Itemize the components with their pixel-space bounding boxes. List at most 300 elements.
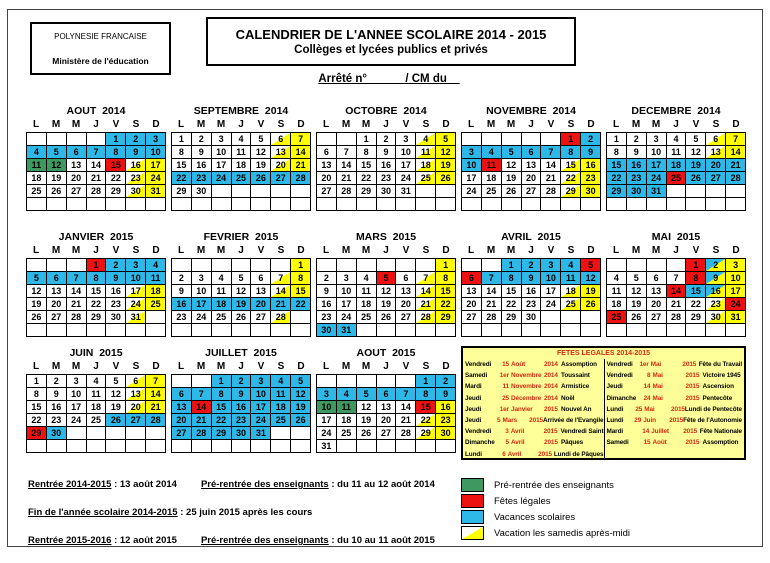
day-cell-white: 11 xyxy=(87,388,107,401)
empty-cell xyxy=(357,375,377,388)
empty-cell xyxy=(317,375,337,388)
holiday-month: Novembre xyxy=(511,383,542,391)
day-cell-white: 14 xyxy=(87,159,107,172)
day-cell-white: 13 xyxy=(462,285,482,298)
holiday-month: Juillet xyxy=(651,428,669,436)
day-cell-white: 12 xyxy=(502,159,522,172)
day-cell-green: 12 xyxy=(47,159,67,172)
day-cell-white: 27 xyxy=(47,311,67,324)
day-cell-white: 18 xyxy=(232,159,252,172)
pre-rentree-2014: Pré-rentrée des enseignants : du 11 au 12 août 2014 xyxy=(200,479,435,490)
empty-cell xyxy=(172,324,192,337)
day-cell-cyan: 31 xyxy=(251,427,271,440)
day-cell-white: 5 xyxy=(106,375,126,388)
month-title: AOUT 2014 xyxy=(66,105,126,117)
day-cell-white: 27 xyxy=(67,185,87,198)
day-cell-cyan: 8 xyxy=(212,388,232,401)
day-cell-white: 12 xyxy=(377,285,397,298)
month-title: MAI 2015 xyxy=(651,231,701,243)
month-grid xyxy=(316,132,456,211)
empty-cell xyxy=(67,440,87,453)
day-cell-cyan: 26 xyxy=(686,172,706,185)
day-cell-white: 22 xyxy=(686,298,706,311)
day-cell-cyan: 27 xyxy=(706,172,726,185)
holiday-weekday: Jeudi xyxy=(465,417,482,425)
day-cell-white: 18 xyxy=(607,298,627,311)
day-cell-half-yellow: 22 xyxy=(416,414,436,427)
day-cell-cyan: 2 xyxy=(436,375,456,388)
fin-annee-scolaire: Fin de l'année scolaire 2014-2015 : 25 juin 2015 après les cours xyxy=(28,507,313,518)
empty-cell xyxy=(47,259,67,272)
empty-cell xyxy=(726,198,746,211)
day-cell-white: 21 xyxy=(396,414,416,427)
empty-cell xyxy=(377,324,397,337)
day-cell-white: 4 xyxy=(87,375,107,388)
weekday-label: S xyxy=(422,361,430,372)
weekday-label: J xyxy=(673,119,679,130)
day-cell-white: 7 xyxy=(667,272,687,285)
day-cell-yellow: 23 xyxy=(581,172,601,185)
day-cell-white: 2 xyxy=(377,133,397,146)
holiday-month: Août xyxy=(652,439,667,447)
day-cell-cyan: 12 xyxy=(581,272,601,285)
weekday-label: D xyxy=(587,119,595,130)
day-cell-yellow: 14 xyxy=(146,388,166,401)
day-cell-cyan: 6 xyxy=(67,146,87,159)
day-cell-white: 10 xyxy=(647,146,667,159)
day-cell-white: 20 xyxy=(47,298,67,311)
empty-cell xyxy=(106,427,126,440)
day-cell-yellow: 7 xyxy=(726,133,746,146)
day-cell-white: 30 xyxy=(522,311,542,324)
day-cell-cyan: 4 xyxy=(337,388,357,401)
weekday-label: M xyxy=(51,245,61,256)
empty-cell xyxy=(47,440,67,453)
day-cell-half-yellow: 7 xyxy=(416,272,436,285)
weekday-label: D xyxy=(152,361,160,372)
weekday-label: S xyxy=(567,119,575,130)
weekday-label: D xyxy=(732,245,740,256)
holiday-year: 2014 xyxy=(544,383,558,391)
weekday-label: V xyxy=(402,119,410,130)
empty-cell xyxy=(647,324,667,337)
day-cell-cyan: 28 xyxy=(726,172,746,185)
weekday-label: M xyxy=(341,361,351,372)
holiday-month: Avril xyxy=(511,439,525,447)
holiday-name: Arrivée de l'Evangile xyxy=(542,417,604,425)
holiday-entry xyxy=(465,404,604,415)
weekday-label: S xyxy=(132,361,140,372)
holiday-month: Novembre xyxy=(511,372,542,380)
empty-cell xyxy=(271,440,291,453)
day-cell-white: 30 xyxy=(192,185,212,198)
day-cell-cyan: 20 xyxy=(251,298,271,311)
holiday-name: Pentecôte xyxy=(702,394,733,402)
day-cell-cyan: 16 xyxy=(232,401,252,414)
holiday-month: Mai xyxy=(644,405,655,413)
day-cell-cyan: 26 xyxy=(251,172,271,185)
empty-cell xyxy=(377,440,397,453)
empty-cell xyxy=(291,185,311,198)
empty-cell xyxy=(627,259,647,272)
holiday-date: 1er xyxy=(499,405,509,413)
holiday-month: Août xyxy=(511,361,526,369)
weekday-header xyxy=(461,119,601,132)
day-cell-white: 15 xyxy=(172,159,192,172)
day-cell-yellow: 14 xyxy=(291,146,311,159)
empty-cell xyxy=(416,259,436,272)
empty-cell xyxy=(87,427,107,440)
day-cell-white: 27 xyxy=(462,311,482,324)
day-cell-cyan: 29 xyxy=(607,185,627,198)
day-cell-white: 26 xyxy=(627,311,647,324)
weekday-label: M xyxy=(196,245,206,256)
holiday-entry xyxy=(607,426,743,437)
holiday-date: 25 xyxy=(502,394,509,402)
empty-cell xyxy=(232,198,252,211)
day-cell-green: 10 xyxy=(317,401,337,414)
day-cell-yellow: 21 xyxy=(146,401,166,414)
day-cell-cyan: 9 xyxy=(522,272,542,285)
holiday-entry xyxy=(607,393,743,404)
weekday-label: J xyxy=(93,119,99,130)
day-cell-cyan: 18 xyxy=(667,159,687,172)
empty-cell xyxy=(87,440,107,453)
day-cell-cyan: 24 xyxy=(212,172,232,185)
day-cell-cyan: 9 xyxy=(436,388,456,401)
day-cell-white: 16 xyxy=(106,285,126,298)
legend-swatch-red xyxy=(461,494,484,508)
weekday-label: S xyxy=(132,245,140,256)
day-cell-white: 30 xyxy=(377,185,397,198)
day-cell-white: 13 xyxy=(47,285,67,298)
weekday-label: M xyxy=(651,245,661,256)
weekday-label: M xyxy=(71,361,81,372)
day-cell-red: 15 xyxy=(106,159,126,172)
day-cell-yellow: 7 xyxy=(146,375,166,388)
day-cell-white: 28 xyxy=(482,311,502,324)
month-title: SEPTEMBRE 2014 xyxy=(193,105,289,117)
empty-cell xyxy=(47,324,67,337)
empty-cell xyxy=(396,375,416,388)
weekday-label: S xyxy=(422,245,430,256)
day-cell-cyan: 27 xyxy=(271,172,291,185)
empty-cell xyxy=(271,427,291,440)
empty-cell xyxy=(522,198,542,211)
fetes-column-right xyxy=(604,359,743,460)
month-avril-2015 xyxy=(461,230,601,337)
weekday-header xyxy=(171,119,311,132)
day-cell-white: 22 xyxy=(27,414,47,427)
day-cell-white: 15 xyxy=(502,285,522,298)
holiday-weekday: Mardi xyxy=(465,383,482,391)
day-cell-white: 27 xyxy=(647,311,667,324)
day-cell-yellow: 21 xyxy=(291,159,311,172)
holiday-year: 2015 xyxy=(544,439,558,447)
day-cell-red: 24 xyxy=(726,298,746,311)
day-cell-red: 5 xyxy=(581,259,601,272)
empty-cell xyxy=(67,198,87,211)
day-cell-yellow: 26 xyxy=(581,298,601,311)
day-cell-white: 24 xyxy=(317,427,337,440)
footer-line-1 xyxy=(28,479,458,507)
holiday-name: Nouvel An xyxy=(561,405,592,413)
day-cell-white: 24 xyxy=(396,172,416,185)
day-cell-cyan: 12 xyxy=(291,388,311,401)
empty-cell xyxy=(47,133,67,146)
empty-cell xyxy=(607,198,627,211)
day-cell-half-yellow: 28 xyxy=(416,311,436,324)
day-cell-yellow: 1 xyxy=(291,259,311,272)
day-cell-white: 20 xyxy=(647,298,667,311)
empty-cell xyxy=(232,185,252,198)
day-cell-white: 21 xyxy=(337,172,357,185)
day-cell-white: 9 xyxy=(172,285,192,298)
empty-cell xyxy=(146,324,166,337)
empty-cell xyxy=(462,198,482,211)
day-cell-white: 20 xyxy=(522,172,542,185)
day-cell-red: 25 xyxy=(667,172,687,185)
day-cell-cyan: 4 xyxy=(482,146,502,159)
holiday-year: 2015 xyxy=(685,439,700,447)
weekday-header xyxy=(171,361,311,374)
weekday-label: V xyxy=(112,119,120,130)
holiday-entry xyxy=(465,370,604,381)
day-cell-half-yellow: 4 xyxy=(416,133,436,146)
day-cell-red: 25 xyxy=(607,311,627,324)
weekday-label: J xyxy=(238,361,244,372)
empty-cell xyxy=(172,440,192,453)
day-cell-white: 19 xyxy=(627,298,647,311)
day-cell-half-yellow: 18 xyxy=(561,285,581,298)
weekday-label: M xyxy=(71,245,81,256)
day-cell-half-yellow: 16 xyxy=(126,159,146,172)
legend-label: Vacation les samedis après-midi xyxy=(494,527,631,539)
month-grid xyxy=(606,258,746,337)
day-cell-white: 4 xyxy=(357,272,377,285)
month-fevrier-2015 xyxy=(171,230,311,337)
day-cell-yellow: 8 xyxy=(291,272,311,285)
holiday-weekday: Lundi xyxy=(606,417,624,425)
empty-cell xyxy=(416,185,436,198)
weekday-label: L xyxy=(177,245,185,256)
day-cell-white: 26 xyxy=(47,185,67,198)
weekday-label: J xyxy=(383,361,389,372)
empty-cell xyxy=(706,185,726,198)
day-cell-white: 11 xyxy=(357,285,377,298)
day-cell-cyan: 2 xyxy=(581,133,601,146)
empty-cell xyxy=(607,324,627,337)
day-cell-white: 2 xyxy=(317,272,337,285)
empty-cell xyxy=(561,311,581,324)
empty-cell xyxy=(291,440,311,453)
day-cell-half-yellow: 6 xyxy=(271,133,291,146)
empty-cell xyxy=(27,133,47,146)
empty-cell xyxy=(522,324,542,337)
day-cell-red: 14 xyxy=(667,285,687,298)
day-cell-white: 22 xyxy=(502,298,522,311)
holiday-year: 2015 xyxy=(669,417,684,425)
day-cell-white: 13 xyxy=(377,401,397,414)
months-row-3 xyxy=(26,346,746,460)
weekday-label: M xyxy=(196,119,206,130)
day-cell-white: 25 xyxy=(482,185,502,198)
day-cell-yellow: 3 xyxy=(726,259,746,272)
empty-cell xyxy=(462,324,482,337)
holiday-entry xyxy=(607,370,743,381)
empty-cell xyxy=(317,198,337,211)
month-grid xyxy=(606,132,746,211)
day-cell-white: 23 xyxy=(377,172,397,185)
weekday-label: D xyxy=(587,245,595,256)
ministry-name: Ministère de l'éducation xyxy=(52,55,149,66)
holiday-entry xyxy=(607,415,743,426)
holiday-year: 2014 xyxy=(544,394,558,402)
month-juin-2015 xyxy=(26,346,166,460)
day-cell-cyan: 9 xyxy=(232,388,252,401)
holiday-name: Ascension xyxy=(702,383,734,391)
day-cell-white: 24 xyxy=(541,298,561,311)
empty-cell xyxy=(251,324,271,337)
empty-cell xyxy=(271,324,291,337)
empty-cell xyxy=(67,133,87,146)
day-cell-cyan: 9 xyxy=(126,146,146,159)
day-cell-yellow: 14 xyxy=(726,146,746,159)
weekday-label: M xyxy=(361,245,371,256)
empty-cell xyxy=(87,324,107,337)
day-cell-cyan: 8 xyxy=(561,146,581,159)
weekday-label: L xyxy=(322,361,330,372)
empty-cell xyxy=(581,324,601,337)
day-cell-white: 15 xyxy=(357,159,377,172)
month-title: JANVIER 2015 xyxy=(58,231,134,243)
day-cell-white: 18 xyxy=(337,414,357,427)
day-cell-white: 21 xyxy=(482,298,502,311)
day-cell-white: 17 xyxy=(337,298,357,311)
empty-cell xyxy=(291,427,311,440)
day-cell-white: 10 xyxy=(396,146,416,159)
calendar-subtitle: Collèges et lycées publics et privés xyxy=(294,44,488,56)
day-cell-white: 29 xyxy=(502,311,522,324)
day-cell-cyan: 17 xyxy=(192,298,212,311)
day-cell-white: 12 xyxy=(686,146,706,159)
weekday-label: L xyxy=(612,119,620,130)
month-septembre-2014 xyxy=(171,104,311,211)
holiday-month: Avril xyxy=(510,428,525,436)
day-cell-cyan: 28 xyxy=(192,427,212,440)
day-cell-white: 19 xyxy=(357,414,377,427)
holiday-date: 14 xyxy=(643,383,651,391)
empty-cell xyxy=(212,440,232,453)
day-cell-white: 22 xyxy=(357,172,377,185)
day-cell-half-yellow: 22 xyxy=(561,172,581,185)
holiday-name: Toussaint xyxy=(561,372,590,380)
day-cell-white: 28 xyxy=(67,311,87,324)
day-cell-white: 12 xyxy=(251,146,271,159)
day-cell-white: 17 xyxy=(396,159,416,172)
day-cell-white: 12 xyxy=(232,285,252,298)
weekday-header xyxy=(316,361,456,374)
month-grid xyxy=(316,374,456,453)
day-cell-white: 17 xyxy=(212,159,232,172)
day-cell-cyan: 5 xyxy=(27,272,47,285)
legend-swatch-cyan xyxy=(461,510,484,524)
holiday-weekday: Vendredi xyxy=(465,428,492,436)
empty-cell xyxy=(67,259,87,272)
legend-row xyxy=(461,493,630,509)
holiday-year: 2014 xyxy=(544,361,558,369)
day-cell-cyan: 22 xyxy=(607,172,627,185)
weekday-header xyxy=(26,361,166,374)
day-cell-green: 11 xyxy=(27,159,47,172)
month-title: FEVRIER 2015 xyxy=(203,231,279,243)
empty-cell xyxy=(581,198,601,211)
empty-cell xyxy=(667,198,687,211)
empty-cell xyxy=(146,427,166,440)
day-cell-cyan: 10 xyxy=(126,272,146,285)
holiday-name: Vendredi Saint xyxy=(560,428,604,436)
empty-cell xyxy=(541,324,561,337)
empty-cell xyxy=(357,324,377,337)
arrete-line: Arrêté n° / CM du xyxy=(318,73,460,85)
rentree-2015: Rentrée 2015-2016 : 12 août 2015 xyxy=(28,535,177,546)
empty-cell xyxy=(726,185,746,198)
empty-cell xyxy=(67,324,87,337)
day-cell-cyan: 31 xyxy=(647,185,667,198)
day-cell-yellow: 1 xyxy=(436,259,456,272)
weekday-label: M xyxy=(506,245,516,256)
day-cell-white: 19 xyxy=(502,172,522,185)
day-cell-cyan: 3 xyxy=(126,259,146,272)
holiday-weekday: Jeudi xyxy=(465,394,482,402)
empty-cell xyxy=(667,185,687,198)
pre-rentree-2015: Pré-rentrée des enseignants : du 10 au 11 août 2015 xyxy=(200,535,435,546)
day-cell-half-yellow: 25 xyxy=(561,298,581,311)
day-cell-white: 23 xyxy=(172,311,192,324)
day-cell-cyan: 30 xyxy=(627,185,647,198)
weekday-label: M xyxy=(341,119,351,130)
day-cell-white: 23 xyxy=(317,311,337,324)
empty-cell xyxy=(416,324,436,337)
day-cell-white: 9 xyxy=(317,285,337,298)
empty-cell xyxy=(377,198,397,211)
empty-cell xyxy=(561,324,581,337)
empty-cell xyxy=(357,198,377,211)
weekday-label: V xyxy=(257,245,265,256)
day-cell-white: 26 xyxy=(357,427,377,440)
holiday-weekday: Dimanche xyxy=(606,394,637,402)
day-cell-half-yellow: 13 xyxy=(706,146,726,159)
day-cell-cyan: 17 xyxy=(647,159,667,172)
day-cell-white: 6 xyxy=(647,272,667,285)
weekday-label: D xyxy=(297,245,305,256)
day-cell-white: 1 xyxy=(27,375,47,388)
day-cell-white: 8 xyxy=(172,146,192,159)
day-cell-cyan: 7 xyxy=(192,388,212,401)
month-grid xyxy=(26,258,166,337)
day-cell-white: 3 xyxy=(67,375,87,388)
empty-cell xyxy=(436,440,456,453)
holiday-date: 14 xyxy=(642,428,650,436)
day-cell-white: 25 xyxy=(212,311,232,324)
day-cell-yellow: 30 xyxy=(436,427,456,440)
holiday-year: 2015 xyxy=(683,428,698,436)
empty-cell xyxy=(581,311,601,324)
month-title: NOVEMBRE 2014 xyxy=(486,105,576,117)
empty-cell xyxy=(172,375,192,388)
weekday-label: D xyxy=(297,119,305,130)
day-cell-white: 9 xyxy=(627,146,647,159)
